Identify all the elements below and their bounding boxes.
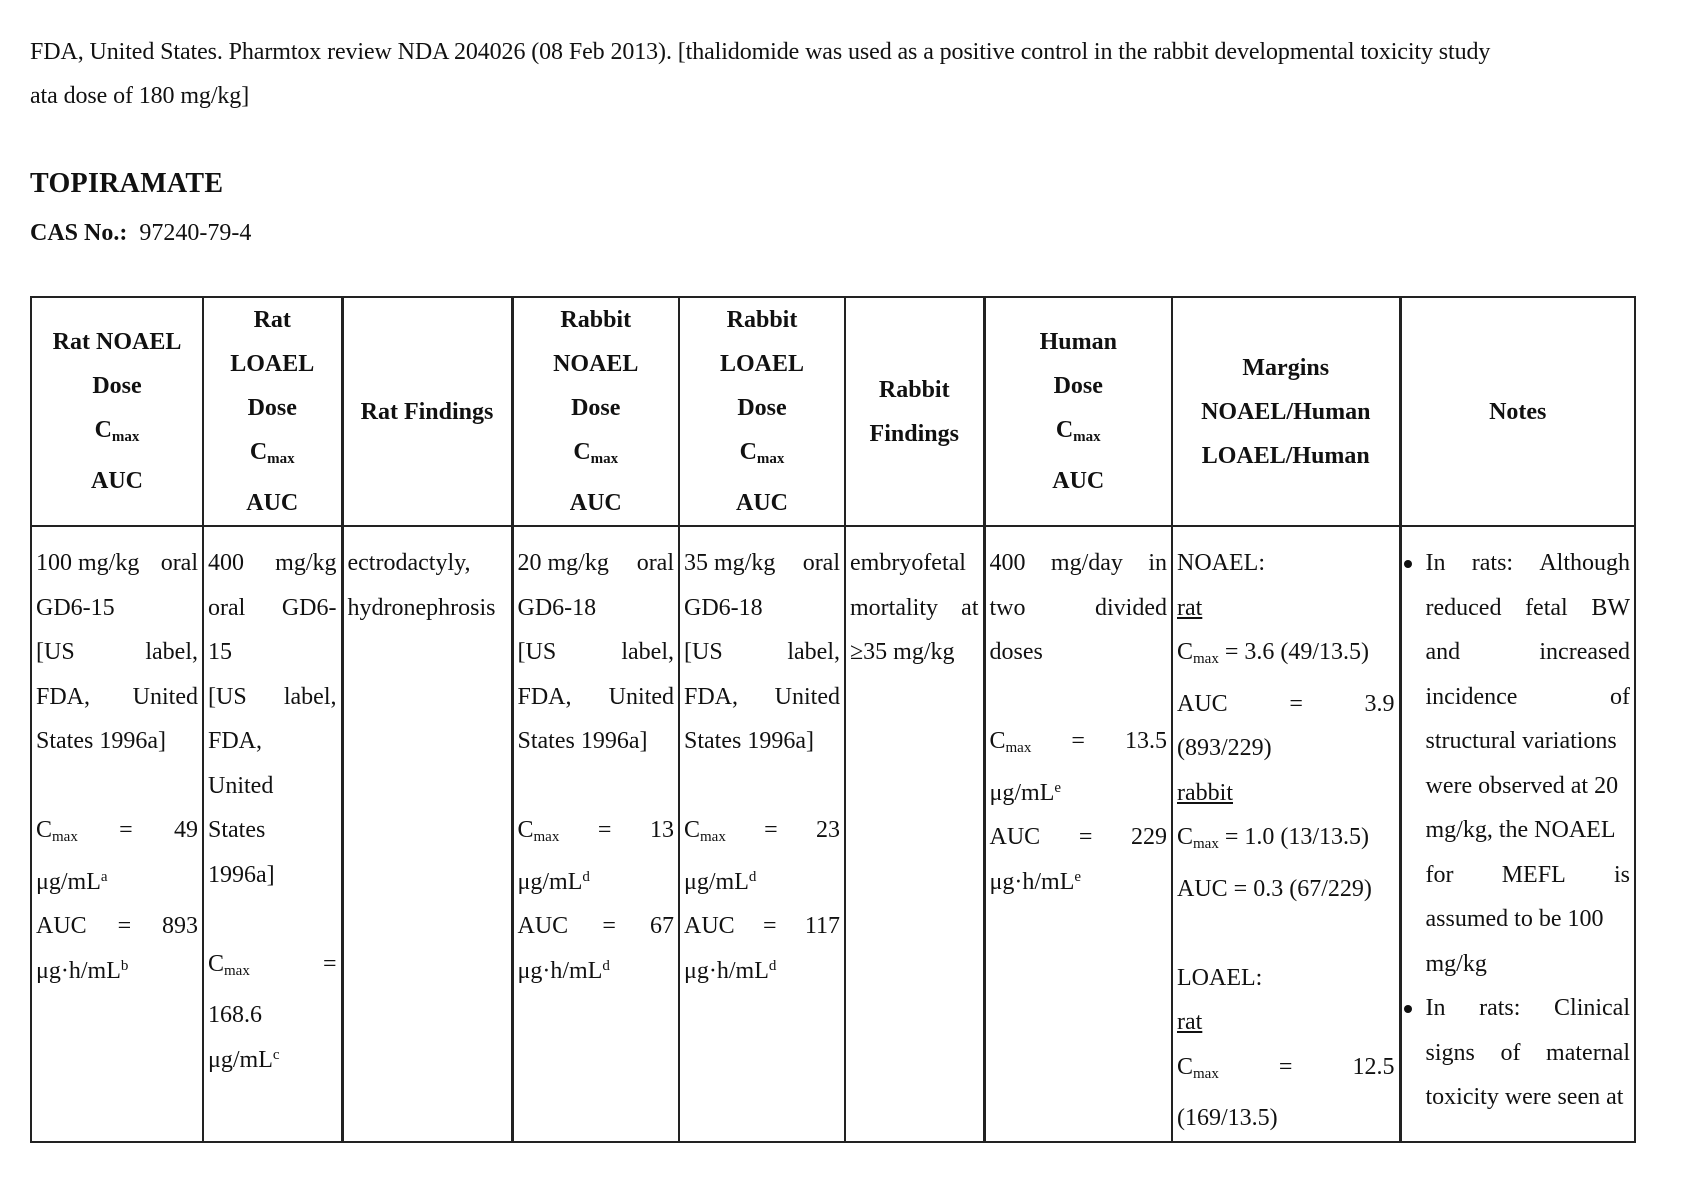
cell-notes <box>1400 526 1635 1142</box>
header-rabbit-noael: Rabbit NOAEL Dose $C_{max}$ AUC <box>512 297 679 526</box>
cell-rabbit-loael: 35 mg/kg oral GD6-18 [US label, FDA, United States 1996a] $C_{max}$ = 23 $\mu g/mL^d$ AUC = 117 $\mu g\cdot h/mL^d$ <box>679 526 845 1142</box>
header-rabbit-loael: Rabbit LOAEL Dose $C_{max}$ AUC <box>679 297 845 526</box>
header-rat-loael: Rat LOAEL Dose $C_{max}$ AUC <box>203 297 342 526</box>
table-row <box>31 526 1635 1142</box>
toxicity-table <box>30 296 1636 1143</box>
header-human: Human Dose $C_{max}$ AUC <box>984 297 1172 526</box>
cell-margins: NOAEL: rat $C_{max} = 3.6$ (49/13.5) AUC = 3.9 (893/229) rabbit $C_{max} = 1.0$ (13/13.5) AUC = 0.3 (67/229) LOAEL: rat $C_{max}$ = 12.5 (169/13.5) <box>1172 526 1400 1142</box>
cell-rat-loael: 400 mg/kg oral GD6- 15 [US label, FDA, United States 1996a] $C_{max}$ = 168.6 $\mu g/mL^c$ <box>203 526 342 1142</box>
header-rat-findings: Rat Findings <box>342 297 512 526</box>
cas-label: CAS No.: <box>30 220 128 246</box>
cell-rat-noael: 100 mg/kg oral GD6-15 [US label, FDA, United States 1996a] $C_{max}$ = 49 $\mu g/mL^a$ AUC = 893 $\mu g\cdot h/mL^b$ <box>31 526 203 1142</box>
header-margins: Margins NOAEL/Human LOAEL/Human <box>1172 297 1400 526</box>
cas-number-line <box>30 220 251 247</box>
reference-line-2: ata dose of 180 mg/kg] <box>30 83 250 109</box>
header-notes: Notes <box>1400 297 1635 526</box>
reference-paragraph <box>30 30 1640 118</box>
header-rabbit-findings: Rabbit Findings <box>845 297 984 526</box>
cell-rabbit-noael: 20 mg/kg oral GD6-18 [US label, FDA, United States 1996a] $C_{max}$ = 13 $\mu g/mL^d$ AUC = 67 $\mu g\cdot h/mL^d$ <box>512 526 679 1142</box>
cas-number: 97240-79-4 <box>139 220 252 246</box>
table-header-row <box>31 297 1635 526</box>
header-rat-noael: Rat NOAEL Dose $C_{max}$ AUC <box>31 297 203 526</box>
cell-rat-findings: ectrodactyly, hydronephrosis <box>342 526 512 1142</box>
cell-rabbit-findings: embryofetal mortality at ≥35 mg/kg <box>845 526 984 1142</box>
note-item: In rats: Clinical signs of maternal toxicity were seen at <box>1406 986 1631 1120</box>
note-item: In rats: Although reduced fetal BW and increased incidence of structural variations were observed at 20 mg/kg, the NOAEL for MEFL is assumed to be 100 mg/kg <box>1406 541 1631 986</box>
cell-human: 400 mg/day in two divided doses $C_{max}$ = 13.5 $\mu g/mL^e$ AUC = 229 $\mu g\cdot h/mL^e$ <box>984 526 1172 1142</box>
reference-line-1: FDA, United States. Pharmtox review NDA 204026 (08 Feb 2013). [thalidomide was used as a positive control in the rabbit developmental toxicity study <box>30 39 1491 65</box>
drug-title: TOPIRAMATE <box>30 168 224 199</box>
